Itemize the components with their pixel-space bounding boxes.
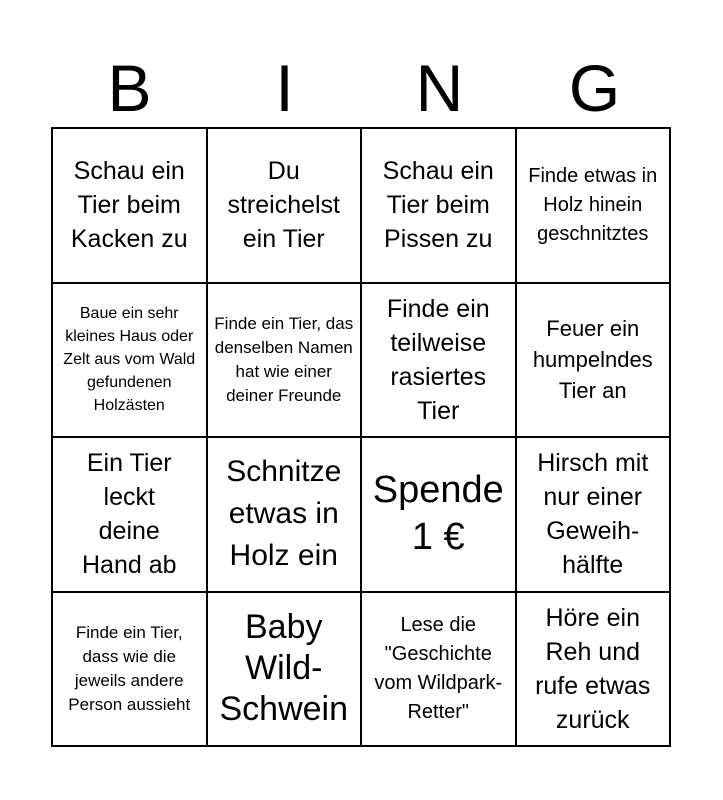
cell-text: Lese die "Geschichte vom Wildpark-Retter" <box>374 613 503 723</box>
bingo-cell-r4c4[interactable] <box>516 592 671 747</box>
cell-text: Baue ein sehr kleines Haus oder Zelt aus vom Wald gefundenen Holzästen <box>63 305 196 415</box>
bingo-cell-r4c1[interactable] <box>52 592 207 747</box>
bingo-cell-r4c2[interactable] <box>207 592 362 747</box>
cell-text: Finde ein teilweise rasiertes Tier <box>386 294 490 425</box>
cell-text: Schau ein Tier beim Kacken zu <box>70 157 188 254</box>
bingo-cell-r4c3[interactable] <box>361 592 516 747</box>
cell-text: Finde ein Tier, das denselben Namen hat wie einer deiner Freunde <box>214 313 354 405</box>
cell-text: Spende 1 € <box>372 469 504 559</box>
cell-text: Schau ein Tier beim Pissen zu <box>382 157 494 254</box>
bingo-grid <box>51 127 671 747</box>
bingo-cell-r1c3[interactable] <box>361 128 516 283</box>
cell-text: Ein Tier leckt deine Hand ab <box>81 449 177 580</box>
bingo-cell-r2c4[interactable] <box>516 283 671 438</box>
bingo-cell-r2c1[interactable] <box>52 283 207 438</box>
bingo-cell-r1c4[interactable] <box>516 128 671 283</box>
cell-text: Du streichelst ein Tier <box>227 157 341 254</box>
bingo-cell-r3c1[interactable] <box>52 437 207 592</box>
cell-text: Schnitze etwas in Holz ein <box>226 455 342 573</box>
cell-text: Baby Wild-Schwein <box>219 608 348 729</box>
header-letter-b: B <box>107 51 152 125</box>
header-letter-n: N <box>415 51 464 125</box>
bingo-cell-r2c2[interactable] <box>207 283 362 438</box>
cell-text: Feuer ein humpelndes Tier an <box>532 316 653 404</box>
cell-text: Finde ein Tier, dass wie die jeweils andere Person aussieht <box>68 622 191 714</box>
bingo-header <box>52 48 672 128</box>
bingo-cell-r3c2[interactable] <box>207 437 362 592</box>
header-letter-g: G <box>568 51 621 125</box>
bingo-cell-r3c4[interactable] <box>516 437 671 592</box>
cell-text: Höre ein Reh und rufe etwas zurück <box>535 603 651 734</box>
cell-text: Finde etwas in Holz hinein geschnitztes <box>528 164 658 245</box>
bingo-cell-r1c2[interactable] <box>207 128 362 283</box>
bingo-cell-r1c1[interactable] <box>52 128 207 283</box>
bingo-cell-r2c3[interactable] <box>361 283 516 438</box>
header-letter-i: I <box>275 51 294 125</box>
cell-text: Hirsch mit nur einer Geweih-hälfte <box>537 449 649 580</box>
bingo-cell-free[interactable] <box>361 437 516 592</box>
